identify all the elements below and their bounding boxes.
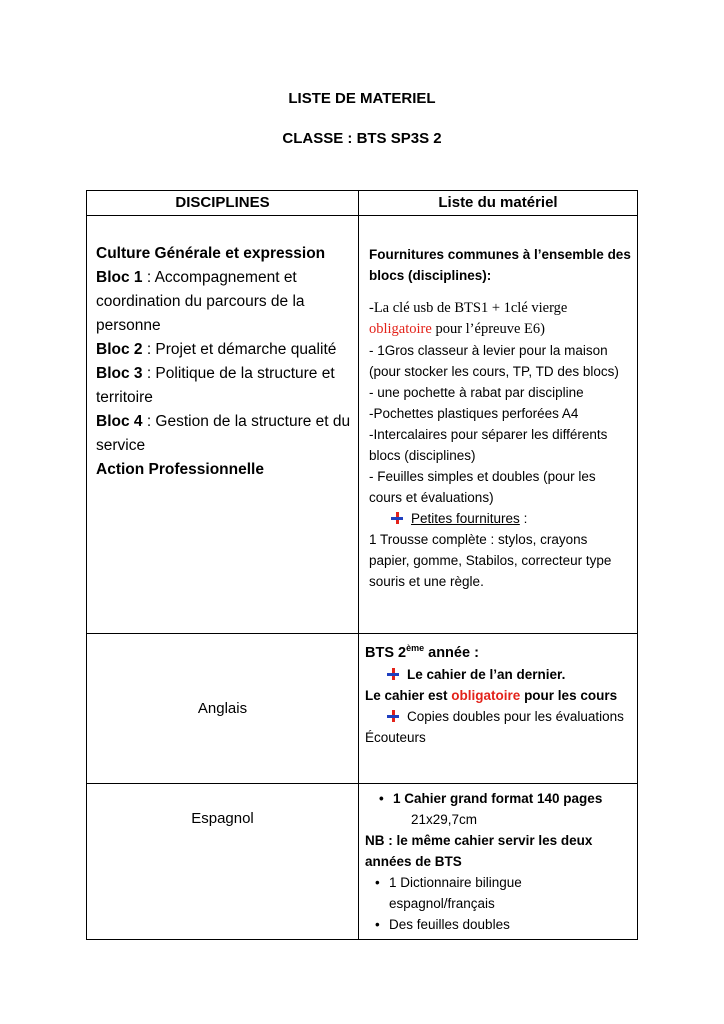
usb-line: -La clé usb de BTS1 + 1clé vierge obligatoire pour l’épreuve E6)	[369, 300, 568, 337]
page-title: LISTE DE MATERIEL	[288, 90, 436, 107]
year-label: BTS 2ème année :	[365, 643, 479, 661]
header-materiel: Liste du matériel	[359, 191, 638, 216]
list-item: - 1Gros classeur à levier pour la maison (pour stocker les cours, TP, TD des blocs)	[369, 343, 619, 379]
petites-fournitures-heading: Petites fournitures :	[369, 508, 631, 529]
cahier-size: 21x29,7cm	[411, 812, 478, 827]
trousse-text: 1 Trousse complète : stylos, crayons papier, gomme, Stabilos, correcteur type souris et une règle.	[369, 532, 612, 589]
anglais-supplies-cell	[359, 634, 638, 784]
obligatoire-line: Le cahier est obligatoire pour les cours	[365, 687, 618, 703]
bullet-icon: •	[379, 791, 384, 806]
discipline-line: Bloc 4 : Gestion de la structure et du service	[96, 413, 351, 454]
list-item: - Feuilles simples et doubles (pour les cours et évaluations)	[369, 469, 596, 505]
table-row-common	[87, 216, 638, 634]
arrow-bullet-icon	[391, 512, 403, 524]
table-row-espagnol	[87, 784, 638, 940]
list-item: -Intercalaires pour séparer les différents blocs (disciplines)	[369, 427, 608, 463]
header-disciplines: DISCIPLINES	[87, 191, 359, 216]
list-item: • 1 Dictionnaire bilingue espagnol/français	[365, 872, 631, 914]
disciplines-cell	[87, 216, 359, 634]
discipline-line: Bloc 2 : Projet et démarche qualité	[96, 341, 337, 358]
discipline-line: Action Professionnelle	[96, 461, 264, 478]
discipline-line: Bloc 3 : Politique de la structure et territoire	[96, 365, 335, 406]
discipline-line: Culture Générale et expression	[96, 245, 326, 262]
copies-line: Copies doubles pour les évaluations	[365, 706, 631, 727]
table-header-row	[87, 191, 638, 216]
arrow-bullet-icon	[387, 710, 399, 722]
discipline-espagnol: Espagnol	[87, 784, 359, 940]
cahier-line: Le cahier de l’an dernier.	[365, 664, 631, 685]
arrow-bullet-icon	[387, 668, 399, 680]
class-title: CLASSE : BTS SP3S 2	[282, 130, 442, 147]
discipline-anglais: Anglais	[87, 634, 359, 784]
materials-table	[86, 190, 638, 940]
common-supplies-title: Fournitures communes à l’ensemble des blocs (disciplines):	[369, 247, 631, 283]
discipline-line: Bloc 1 : Accompagnement et coordination du parcours de la personne	[96, 269, 305, 334]
common-supplies-cell	[359, 216, 638, 634]
nb-note: NB : le même cahier servir les deux années de BTS	[365, 833, 593, 869]
table-row-anglais	[87, 634, 638, 784]
list-item: • 1 Cahier grand format 140 pages	[365, 788, 631, 809]
espagnol-supplies-cell	[359, 784, 638, 940]
list-item: • Des feuilles doubles	[365, 914, 631, 935]
list-item: - une pochette à rabat par discipline	[369, 385, 584, 400]
list-item: -Pochettes plastiques perforées A4	[369, 406, 579, 421]
bullet-icon: •	[375, 875, 380, 890]
ecouteurs-line: Écouteurs	[365, 729, 426, 745]
bullet-icon: •	[375, 917, 380, 932]
